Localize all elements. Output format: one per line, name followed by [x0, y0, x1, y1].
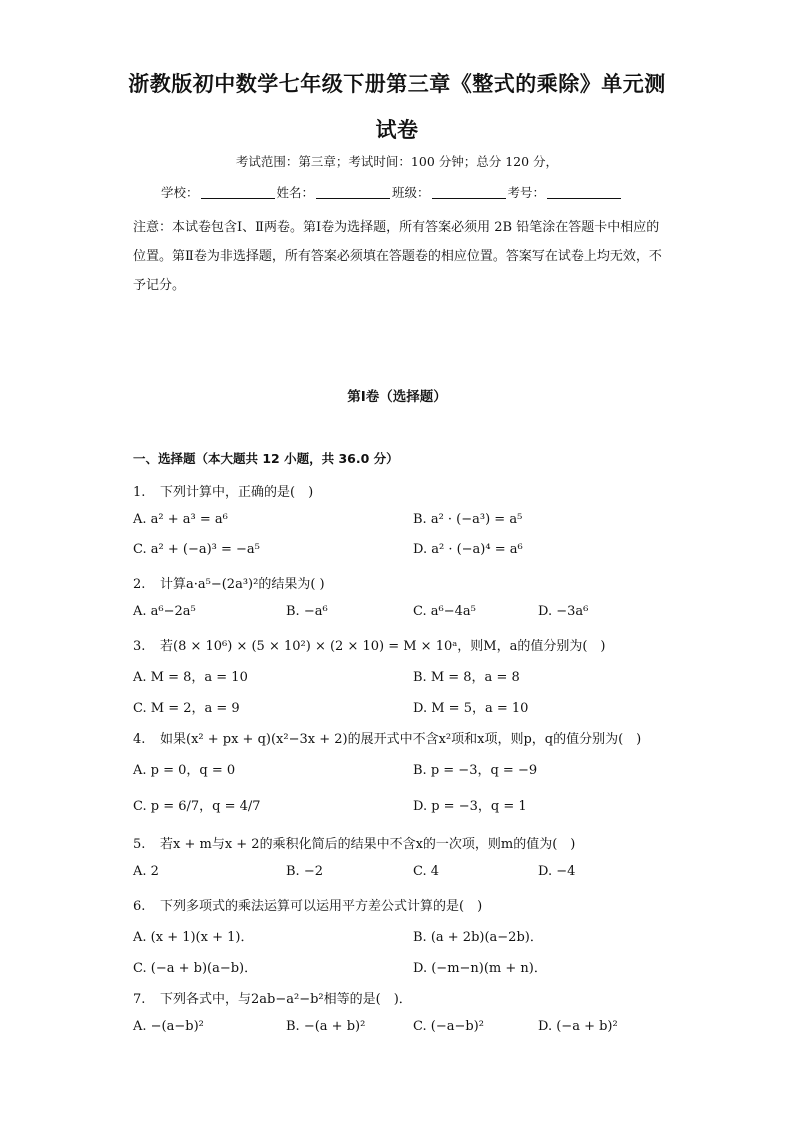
- class-blank: [432, 198, 506, 199]
- question-number: 5.: [133, 837, 146, 852]
- option-b: B. M = 8，a = 8: [413, 670, 520, 685]
- question-number: 6.: [133, 899, 146, 914]
- option-b: B. −a⁶: [286, 604, 328, 619]
- option-c: C. p = 6/7，q = 4/7: [133, 799, 261, 814]
- question-stem: 下列计算中，正确的是( ): [160, 485, 314, 500]
- option-b: B. −(a + b)²: [286, 1019, 366, 1034]
- question-3: [133, 635, 605, 654]
- option-a: A. M = 8，a = 10: [133, 670, 248, 685]
- option-a: A. a⁶−2a⁵: [133, 604, 196, 619]
- question-stem: 下列各式中，与2ab−a²−b²相等的是( )．: [160, 992, 412, 1007]
- option-d: D. M = 5，a = 10: [413, 701, 529, 716]
- student-fields: [161, 183, 623, 201]
- page-title-continued: 试卷: [375, 118, 419, 142]
- part-title: 一、选择题（本大题共 12 小题，共 36.0 分）: [133, 451, 399, 466]
- question-stem: 计算a·a⁵−(2a³)²的结果为( ): [160, 577, 325, 592]
- name-label: 姓名：: [276, 185, 315, 200]
- school-label: 学校：: [161, 185, 199, 200]
- option-c: C. 4: [413, 864, 440, 879]
- question-6: [133, 895, 482, 914]
- option-c: C. (−a + b)(a−b)．: [133, 961, 258, 976]
- option-a: A. −(a−b)²: [133, 1019, 204, 1034]
- question-7: [133, 988, 412, 1007]
- option-d: D. a² · (−a)⁴ = a⁶: [413, 542, 523, 557]
- question-number: 4.: [133, 732, 146, 747]
- option-c: C. M = 2，a = 9: [133, 701, 240, 716]
- page-title: 浙教版初中数学七年级下册第三章《整式的乘除》单元测: [128, 72, 666, 96]
- exam-info: 考试范围：第三章；考试时间：100 分钟；总分 120 分，: [235, 154, 559, 169]
- question-number: 1.: [133, 485, 146, 500]
- option-a: A. p = 0，q = 0: [133, 763, 236, 778]
- number-label: 考号：: [507, 185, 546, 200]
- question-number: 2.: [133, 577, 146, 592]
- option-d: D. −4: [538, 864, 576, 879]
- question-number: 3.: [133, 639, 146, 654]
- option-a: A. (x + 1)(x + 1)．: [133, 930, 254, 945]
- notice-text: 注意：本试卷包含Ⅰ、Ⅱ两卷。第Ⅰ卷为选择题，所有答案必须用 2B 铅笔涂在答题卡中相应的位置。第Ⅱ卷为非选择题，所有答案必须填在答题卷的相应位置。答案写在试卷上均无效，不予记分。: [133, 220, 662, 293]
- option-c: C. (−a−b)²: [413, 1019, 484, 1034]
- section-title: 第Ⅰ卷（选择题）: [347, 389, 447, 405]
- option-c: C. a⁶−4a⁵: [413, 604, 476, 619]
- option-b: B. −2: [286, 864, 323, 879]
- number-blank: [547, 198, 621, 199]
- question-stem: 下列多项式的乘法运算可以运用平方差公式计算的是( ): [160, 899, 483, 914]
- class-label: 班级：: [392, 185, 430, 200]
- option-a: A. a² + a³ = a⁶: [133, 512, 228, 527]
- option-d: D. −3a⁶: [538, 604, 589, 619]
- school-blank: [201, 198, 275, 199]
- name-blank: [316, 198, 390, 199]
- option-a: A. 2: [133, 864, 159, 879]
- option-d: D. p = −3，q = 1: [413, 799, 527, 814]
- option-b: B. (a + 2b)(a−2b)．: [413, 930, 543, 945]
- question-stem: 如果(x² + px + q)(x²−3x + 2)的展开式中不含x²项和x项，则p，q的值分别为( ): [160, 732, 642, 747]
- question-5: [133, 833, 575, 852]
- question-stem: 若x + m与x + 2的乘积化简后的结果中不含x的一次项，则m的值为( ): [160, 837, 576, 852]
- option-d: D. (−a + b)²: [538, 1019, 618, 1034]
- question-1: [133, 481, 313, 500]
- question-number: 7.: [133, 992, 146, 1007]
- question-4: [133, 728, 641, 747]
- option-d: D. (−m−n)(m + n)．: [413, 961, 547, 976]
- option-b: B. p = −3，q = −9: [413, 763, 538, 778]
- question-stem: 若(8 × 10⁶) × (5 × 10²) × (2 × 10) = M × 10ᵃ，则M，a的值分别为( ): [160, 639, 606, 654]
- option-c: C. a² + (−a)³ = −a⁵: [133, 542, 260, 557]
- option-b: B. a² · (−a³) = a⁵: [413, 512, 523, 527]
- question-2: [133, 573, 325, 592]
